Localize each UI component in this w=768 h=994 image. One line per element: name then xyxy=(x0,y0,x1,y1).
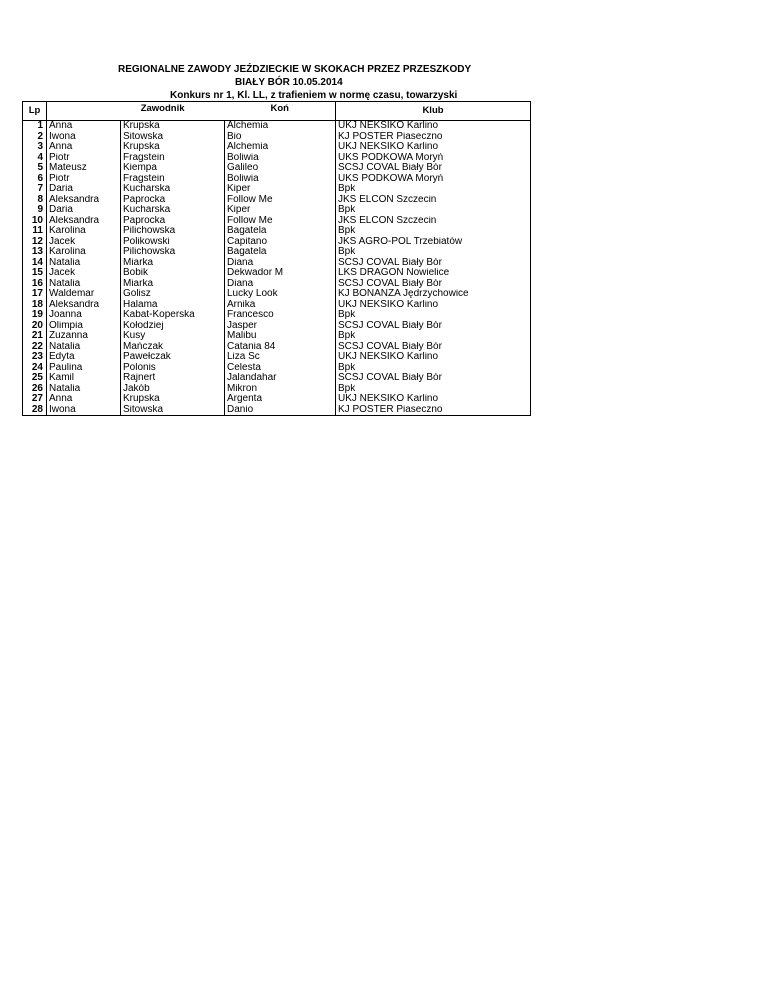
cell-lp: 17 xyxy=(23,289,47,300)
table-row xyxy=(23,342,531,353)
cell-horse: Jasper xyxy=(225,321,336,332)
cell-club: SCSJ COVAL Biały Bór xyxy=(336,258,531,269)
cell-last-name: Krupska xyxy=(121,121,225,132)
cell-last-name: Pilichowska xyxy=(121,226,225,237)
cell-horse: Arnika xyxy=(225,300,336,311)
cell-horse: Diana xyxy=(225,279,336,290)
cell-last-name: Golisz xyxy=(121,289,225,300)
cell-lp: 21 xyxy=(23,331,47,342)
table-row xyxy=(23,363,531,374)
cell-last-name: Sitowska xyxy=(121,405,225,416)
cell-first-name: Joanna xyxy=(47,310,121,321)
cell-club: UKS PODKOWA Moryń xyxy=(336,153,531,164)
cell-lp: 15 xyxy=(23,268,47,279)
cell-horse: Diana xyxy=(225,258,336,269)
cell-last-name: Paprocka xyxy=(121,195,225,206)
cell-first-name: Edyta xyxy=(47,352,121,363)
table-row xyxy=(23,268,531,279)
cell-club: SCSJ COVAL Biały Bór xyxy=(336,321,531,332)
cell-horse: Boliwia xyxy=(225,153,336,164)
cell-lp: 24 xyxy=(23,363,47,374)
cell-first-name: Piotr xyxy=(47,153,121,164)
table-header-row xyxy=(23,102,531,121)
cell-lp: 27 xyxy=(23,394,47,405)
cell-club: LKS DRAGON Nowielice xyxy=(336,268,531,279)
table-row xyxy=(23,132,531,143)
cell-first-name: Iwona xyxy=(47,132,121,143)
cell-last-name: Kucharska xyxy=(121,205,225,216)
table-row xyxy=(23,289,531,300)
cell-club: Bpk xyxy=(336,331,531,342)
cell-lp: 26 xyxy=(23,384,47,395)
cell-club: Bpk xyxy=(336,363,531,374)
cell-lp: 7 xyxy=(23,184,47,195)
cell-lp: 8 xyxy=(23,195,47,206)
cell-horse: Dekwador M xyxy=(225,268,336,279)
table-row xyxy=(23,300,531,311)
table-row xyxy=(23,205,531,216)
table-row xyxy=(23,163,531,174)
cell-last-name: Rajnert xyxy=(121,373,225,384)
cell-club: UKJ NEKSIKO Karlino xyxy=(336,352,531,363)
cell-club: JKS AGRO-POL Trzebiatów xyxy=(336,237,531,248)
cell-first-name: Aleksandra xyxy=(47,216,121,227)
cell-horse: Follow Me xyxy=(225,216,336,227)
cell-first-name: Natalia xyxy=(47,258,121,269)
cell-last-name: Miarka xyxy=(121,279,225,290)
venue-date: BIAŁY BÓR 10.05.2014 xyxy=(235,77,343,88)
table-row xyxy=(23,373,531,384)
cell-club: KJ POSTER Piaseczno xyxy=(336,132,531,143)
cell-lp: 6 xyxy=(23,174,47,185)
cell-club: Bpk xyxy=(336,226,531,237)
cell-horse: Francesco xyxy=(225,310,336,321)
table-row xyxy=(23,195,531,206)
cell-last-name: Halama xyxy=(121,300,225,311)
cell-last-name: Paprocka xyxy=(121,216,225,227)
cell-lp: 11 xyxy=(23,226,47,237)
table-row xyxy=(23,310,531,321)
cell-horse: Catania 84 xyxy=(225,342,336,353)
cell-lp: 9 xyxy=(23,205,47,216)
cell-first-name: Daria xyxy=(47,205,121,216)
cell-lp: 5 xyxy=(23,163,47,174)
contest-description: Konkurs nr 1, Kl. LL, z trafieniem w normę czasu, towarzyski xyxy=(170,90,458,101)
cell-club: SCSJ COVAL Biały Bór xyxy=(336,373,531,384)
cell-last-name: Mańczak xyxy=(121,342,225,353)
cell-last-name: Bobik xyxy=(121,268,225,279)
cell-lp: 10 xyxy=(23,216,47,227)
cell-club: JKS ELCON Szczecin xyxy=(336,216,531,227)
table-row xyxy=(23,258,531,269)
cell-club: JKS ELCON Szczecin xyxy=(336,195,531,206)
cell-first-name: Iwona xyxy=(47,405,121,416)
cell-horse: Mikron xyxy=(225,384,336,395)
cell-first-name: Anna xyxy=(47,142,121,153)
cell-club: KJ POSTER Piaseczno xyxy=(336,405,531,416)
cell-club: UKJ NEKSIKO Karlino xyxy=(336,121,531,132)
cell-lp: 18 xyxy=(23,300,47,311)
cell-last-name: Miarka xyxy=(121,258,225,269)
table-row xyxy=(23,394,531,405)
cell-horse: Liza Sc xyxy=(225,352,336,363)
cell-first-name: Aleksandra xyxy=(47,300,121,311)
cell-club: UKJ NEKSIKO Karlino xyxy=(336,142,531,153)
cell-horse: Danio xyxy=(225,405,336,416)
cell-first-name: Aleksandra xyxy=(47,195,121,206)
cell-lp: 2 xyxy=(23,132,47,143)
header-klub: Klub xyxy=(336,102,531,121)
cell-club: Bpk xyxy=(336,205,531,216)
header-lp: Lp xyxy=(23,102,47,121)
table-row xyxy=(23,237,531,248)
cell-first-name: Karolina xyxy=(47,247,121,258)
cell-first-name: Zuzanna xyxy=(47,331,121,342)
cell-horse: Argenta xyxy=(225,394,336,405)
cell-lp: 3 xyxy=(23,142,47,153)
cell-last-name: Krupska xyxy=(121,142,225,153)
cell-first-name: Jacek xyxy=(47,268,121,279)
cell-horse: Alchemia xyxy=(225,142,336,153)
cell-lp: 13 xyxy=(23,247,47,258)
cell-club: UKJ NEKSIKO Karlino xyxy=(336,394,531,405)
cell-first-name: Kamil xyxy=(47,373,121,384)
cell-club: Bpk xyxy=(336,384,531,395)
table-row xyxy=(23,352,531,363)
cell-first-name: Daria xyxy=(47,184,121,195)
cell-last-name: Jakób xyxy=(121,384,225,395)
cell-first-name: Paulina xyxy=(47,363,121,374)
cell-lp: 14 xyxy=(23,258,47,269)
cell-club: UKJ NEKSIKO Karlino xyxy=(336,300,531,311)
cell-horse: Boliwia xyxy=(225,174,336,185)
cell-lp: 28 xyxy=(23,405,47,416)
cell-last-name: Krupska xyxy=(121,394,225,405)
cell-horse: Bio xyxy=(225,132,336,143)
cell-horse: Celesta xyxy=(225,363,336,374)
cell-first-name: Jacek xyxy=(47,237,121,248)
cell-first-name: Waldemar xyxy=(47,289,121,300)
cell-last-name: Kiempa xyxy=(121,163,225,174)
cell-first-name: Anna xyxy=(47,394,121,405)
table-row xyxy=(23,142,531,153)
table-row xyxy=(23,121,531,132)
cell-last-name: Kusy xyxy=(121,331,225,342)
table-row xyxy=(23,405,531,416)
cell-last-name: Sitowska xyxy=(121,132,225,143)
cell-last-name: Pilichowska xyxy=(121,247,225,258)
cell-horse: Alchemia xyxy=(225,121,336,132)
cell-horse: Bagatela xyxy=(225,247,336,258)
cell-last-name: Fragstein xyxy=(121,153,225,164)
cell-lp: 23 xyxy=(23,352,47,363)
table-row xyxy=(23,153,531,164)
cell-first-name: Natalia xyxy=(47,384,121,395)
cell-horse: Kiper xyxy=(225,205,336,216)
table-row xyxy=(23,247,531,258)
cell-horse: Capitano xyxy=(225,237,336,248)
cell-horse: Galileo xyxy=(225,163,336,174)
cell-lp: 4 xyxy=(23,153,47,164)
cell-club: KJ BONANZA Jędrzychowice xyxy=(336,289,531,300)
cell-club: UKS PODKOWA Moryń xyxy=(336,174,531,185)
cell-lp: 16 xyxy=(23,279,47,290)
table-row xyxy=(23,279,531,290)
table-row xyxy=(23,184,531,195)
cell-club: Bpk xyxy=(336,184,531,195)
cell-last-name: Pawełczak xyxy=(121,352,225,363)
cell-last-name: Polikowski xyxy=(121,237,225,248)
cell-lp: 12 xyxy=(23,237,47,248)
results-table xyxy=(22,101,531,416)
table-row xyxy=(23,216,531,227)
cell-club: Bpk xyxy=(336,310,531,321)
header-zawodnik: Zawodnik xyxy=(47,102,225,121)
cell-club: SCSJ COVAL Biały Bór xyxy=(336,342,531,353)
table-row xyxy=(23,331,531,342)
cell-lp: 22 xyxy=(23,342,47,353)
table-row xyxy=(23,226,531,237)
cell-horse: Follow Me xyxy=(225,195,336,206)
cell-first-name: Piotr xyxy=(47,174,121,185)
cell-last-name: Kabat-Koperska xyxy=(121,310,225,321)
cell-lp: 19 xyxy=(23,310,47,321)
cell-first-name: Natalia xyxy=(47,279,121,290)
cell-club: SCSJ COVAL Biały Bór xyxy=(336,279,531,290)
cell-last-name: Kołodziej xyxy=(121,321,225,332)
cell-first-name: Natalia xyxy=(47,342,121,353)
cell-first-name: Karolina xyxy=(47,226,121,237)
cell-last-name: Fragstein xyxy=(121,174,225,185)
cell-club: SCSJ COVAL Biały Bór xyxy=(336,163,531,174)
cell-horse: Bagatela xyxy=(225,226,336,237)
cell-horse: Lucky Look xyxy=(225,289,336,300)
table-row xyxy=(23,384,531,395)
header-kon: Koń xyxy=(225,102,336,121)
competition-title: REGIONALNE ZAWODY JEŹDZIECKIE W SKOKACH PRZEZ PRZESZKODY xyxy=(118,64,472,75)
table-row xyxy=(23,174,531,185)
table-row xyxy=(23,321,531,332)
cell-last-name: Polonis xyxy=(121,363,225,374)
cell-first-name: Mateusz xyxy=(47,163,121,174)
cell-horse: Malibu xyxy=(225,331,336,342)
cell-lp: 25 xyxy=(23,373,47,384)
cell-horse: Kiper xyxy=(225,184,336,195)
cell-horse: Jalandahar xyxy=(225,373,336,384)
cell-first-name: Anna xyxy=(47,121,121,132)
cell-club: Bpk xyxy=(336,247,531,258)
cell-first-name: Olimpia xyxy=(47,321,121,332)
cell-last-name: Kucharska xyxy=(121,184,225,195)
table-body xyxy=(23,121,531,416)
cell-lp: 1 xyxy=(23,121,47,132)
cell-lp: 20 xyxy=(23,321,47,332)
